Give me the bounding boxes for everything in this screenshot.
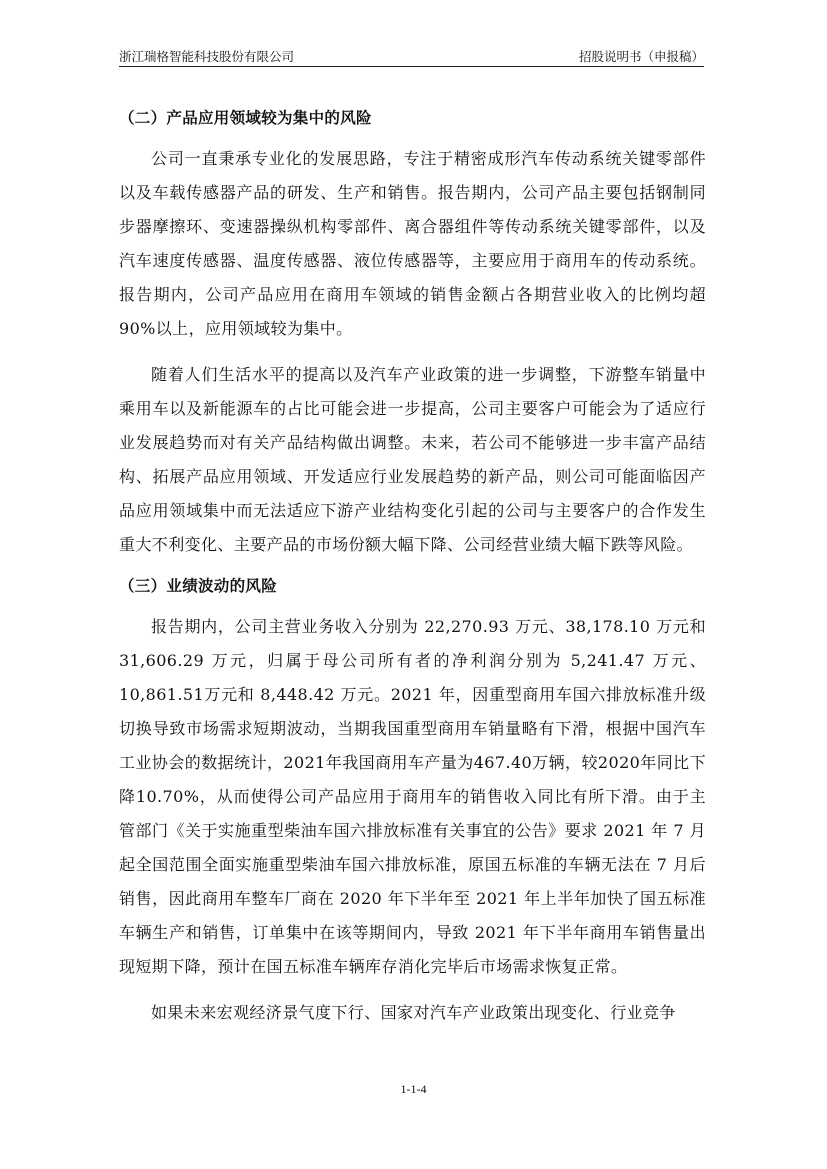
paragraph: 公司一直秉承专业化的发展思路，专注于精密成形汽车传动系统关键零部件以及车载传感器产品的研发、生产和销售。报告期内，公司产品主要包括钢制同步器摩擦环、变速器操纵机构零部件、离合器组件等传动系统关键零部件，以及汽车速度传感器、温度传感器、液位传感器等，主要应用于商用车的传动系统。报告期内，公司产品应用在商用车领域的销售金额占各期营业收入的比例均超 90%以上，应用领域较为集中。 <box>119 149 706 338</box>
page-number: 1-1-4 <box>400 1082 427 1096</box>
header-company-name: 浙江瑞格智能科技股份有限公司 <box>119 49 295 64</box>
section-heading-performance-volatility-risk: （三）业绩波动的风险 <box>119 577 278 595</box>
header-document-type: 招股说明书（申报稿） <box>578 49 704 64</box>
section-heading-product-concentration-risk: （二）产品应用领域较为集中的风险 <box>119 109 372 127</box>
page-header <box>119 44 704 67</box>
paragraph: 报告期内，公司主营业务收入分别为 22,270.93 万元、38,178.10 万元和31,606.29 万元，归属于母公司所有者的净利润分别为 5,241.47 万元、10,861.51万元和 8,448.42 万元。2021 年，因重型商用车国六排放标准升级切换导致市场需求短期波动，当期我国重型商用车销量略有下滑，根据中国汽车工业协会的数据统计，2021年我国商用车产量为467.40万辆，较2020年同比下降10.70%，从而使得公司产品应用于商用车的销售收入同比有所下滑。由于主管部门《关于实施重型柴油车国六排放标准有关事宜的公告》要求 2021 年 7 月起全国范围全面实施重型柴油车国六排放标准，原国五标准的车辆无法在 7 月后销售，因此商用车整车厂商在 2020 年下半年至 2021 年上半年加快了国五标准车辆生产和销售，订单集中在该等期间内，导致 2021 年下半年商用车销售量出现短期下降，预计在国五标准车辆库存消化完毕后市场需求恢复正常。 <box>119 617 706 976</box>
paragraph: 如果未来宏观经济景气度下行、国家对汽车产业政策出现变化、行业竞争 <box>151 1003 676 1022</box>
page-body <box>119 98 706 1042</box>
paragraph: 随着人们生活水平的提高以及汽车产业政策的进一步调整，下游整车销量中乘用车以及新能源车的占比可能会进一步提高，公司主要客户可能会为了适应行业发展趋势而对有关产品结构做出调整。未来，若公司不能够进一步丰富产品结构、拓展产品应用领域、开发适应行业发展趋势的新产品，则公司可能面临因产品应用领域集中而无法适应下游产业结构变化引起的公司与主要客户的合作发生重大不利变化、主要产品的市场份额大幅下降、公司经营业绩大幅下跌等风险。 <box>119 365 706 554</box>
